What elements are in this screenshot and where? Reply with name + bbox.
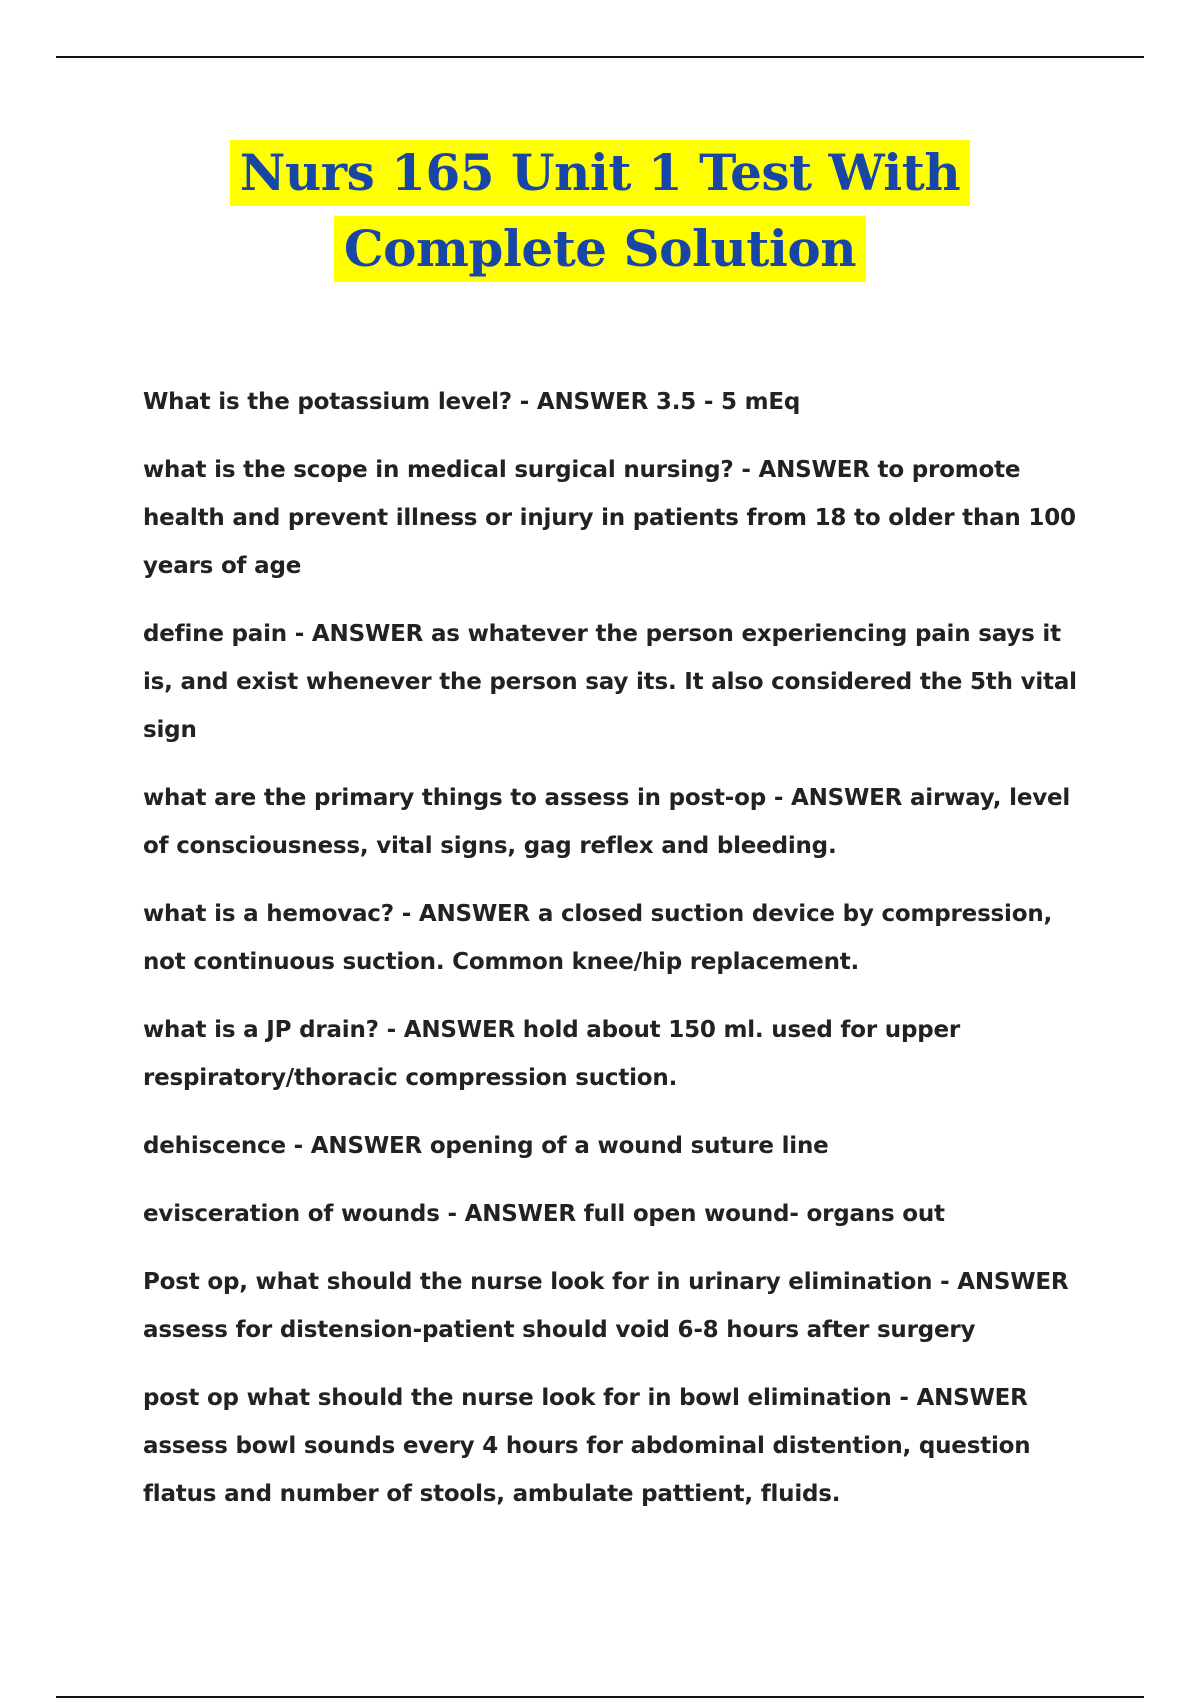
qa-item [143,1122,1093,1170]
qa-text: post op what should the nurse look for in bowl elimination - ANSWER assess bowl sounds every 4 hours for abdominal distention, question flatus and number of stools, ambulate pattient, fluids. [143,1385,1031,1507]
qa-item [143,1374,1093,1518]
qa-text: what is a JP drain? - ANSWER hold about 150 ml. used for upper respiratory/thoracic compression suction. [143,1017,961,1091]
qa-text: define pain - ANSWER as whatever the person experiencing pain says it is, and exist whenever the person say its. It also considered the 5th vital sign [143,621,1077,743]
qa-text: what is the scope in medical surgical nursing? - ANSWER to promote health and prevent illness or injury in patients from 18 to older than 100 years of age [143,457,1076,579]
qa-text: dehiscence - ANSWER opening of a wound suture line [143,1133,829,1159]
qa-item [143,610,1093,754]
qa-item [143,1258,1093,1354]
qa-text: Post op, what should the nurse look for in urinary elimination - ANSWER assess for distension-patient should void 6-8 hours after surgery [143,1269,1069,1343]
title-line-2: Complete Solution [334,216,866,282]
qa-text: What is the potassium level? - ANSWER 3.5 - 5 mEq [143,389,801,415]
qa-list [143,378,1093,1538]
qa-item [143,1006,1093,1102]
qa-text: evisceration of wounds - ANSWER full open wound- organs out [143,1201,945,1227]
qa-text: what is a hemovac? - ANSWER a closed suction device by compression, not continuous suction. Common knee/hip replacement. [143,901,1053,975]
qa-item [143,446,1093,590]
document-title [0,140,1200,292]
qa-text: what are the primary things to assess in post-op - ANSWER airway, level of consciousness, vital signs, gag reflex and bleeding. [143,785,1071,859]
top-rule [56,56,1144,58]
qa-item [143,890,1093,986]
qa-item [143,378,1093,426]
title-line-1: Nurs 165 Unit 1 Test With [230,140,971,206]
qa-item [143,1190,1093,1238]
qa-item [143,774,1093,870]
bottom-rule [56,1696,1144,1698]
